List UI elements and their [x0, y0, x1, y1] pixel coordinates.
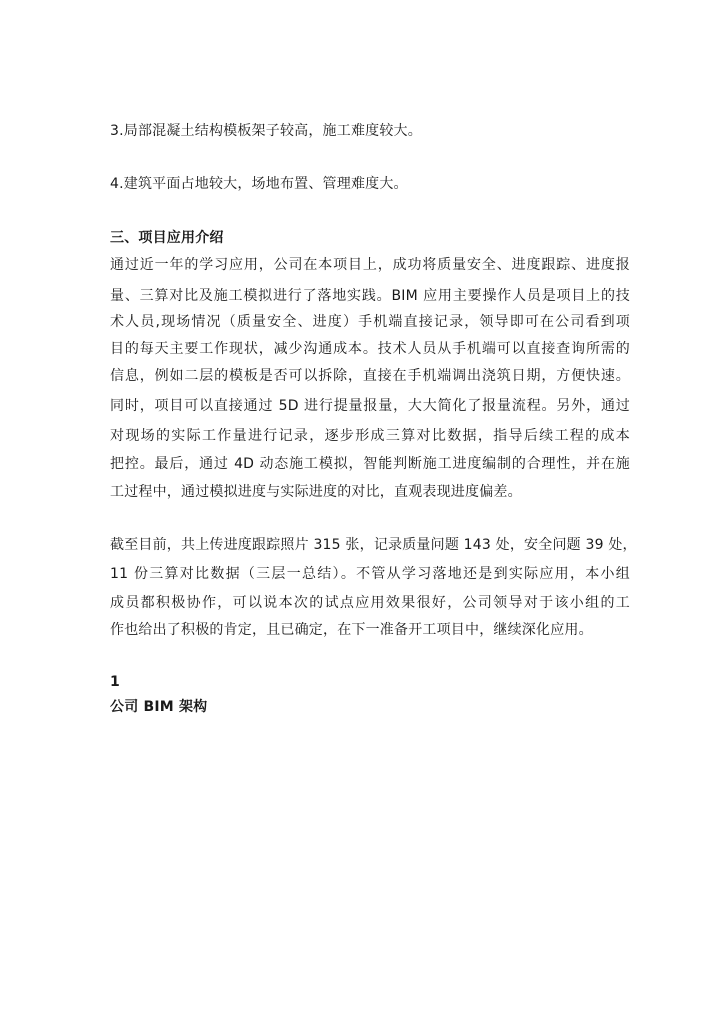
- paragraph-line: 成员都积极协作，可以说本次的试点应用效果很好，公司领导对于该小组的工: [110, 595, 630, 611]
- paragraph-line: 作也给出了积极的肯定，且已确定，在下一准备开工项目中，继续深化应用。: [110, 622, 593, 638]
- section-heading: 三、项目应用介绍: [110, 230, 224, 246]
- paragraph-line: 对现场的实际工作量进行记录，逐步形成三算对比数据，指导后续工程的成本: [110, 428, 630, 444]
- paragraph-line: 同时，项目可以直接通过 5D 进行提量报量，大大简化了报量流程。另外，通过: [110, 398, 630, 414]
- figure-number: 1: [110, 674, 120, 690]
- paragraph-line: 把控。最后，通过 4D 动态施工模拟，智能判断施工进度编制的合理性，并在施: [110, 456, 630, 472]
- paragraph-line: 11 份三算对比数据（三层一总结）。不管从学习落地还是到实际应用，本小组: [110, 566, 630, 582]
- paragraph-line: 工过程中，通过模拟进度与实际进度的对比，直观表现进度偏差。: [110, 484, 522, 500]
- paragraph-line: 通过近一年的学习应用，公司在本项目上，成功将质量安全、进度跟踪、进度报: [110, 257, 630, 273]
- paragraph-line: 术人员,现场情况（质量安全、进度）手机端直接记录，领导即可在公司看到项: [110, 314, 630, 330]
- list-item-4: 4.建筑平面占地较大，场地布置、管理难度大。: [110, 176, 408, 192]
- paragraph-line: 量、三算对比及施工模拟进行了落地实践。BIM 应用主要操作人员是项目上的技: [110, 288, 630, 304]
- paragraph-line: 截至目前，共上传进度跟踪照片 315 张，记录质量问题 143 处，安全问题 39 处，: [110, 537, 637, 553]
- figure-caption: 公司 BIM 架构: [110, 699, 208, 715]
- paragraph-line: 信息，例如二层的模板是否可以拆除，直接在手机端调出浇筑日期，方便快速。: [110, 368, 630, 384]
- paragraph-line: 目的每天主要工作现状，减少沟通成本。技术人员从手机端可以直接查询所需的: [110, 341, 630, 357]
- list-item-3: 3.局部混凝土结构模板架子较高，施工难度较大。: [110, 123, 422, 139]
